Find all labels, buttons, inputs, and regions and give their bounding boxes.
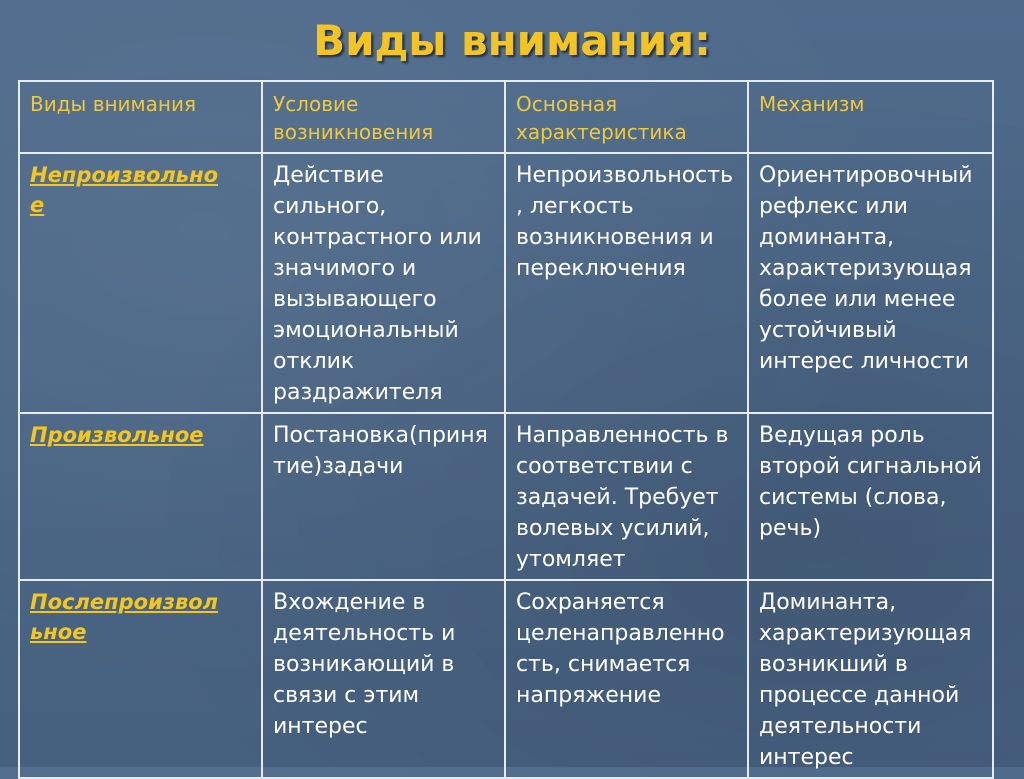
header-cell-characteristic: Основная характеристика <box>505 81 748 153</box>
condition-cell: Вхождение в деятельность и возникающий в связи с этим интерес <box>262 580 505 778</box>
row-label-cell <box>19 580 262 778</box>
condition-cell: Действие сильного, контрастного или значимого и вызывающего эмоциональный отклик раздражителя <box>262 153 505 413</box>
table-row <box>19 580 993 778</box>
characteristic-cell: Направленность в соответствии с задачей. Требует волевых усилий, утомляет <box>505 413 748 580</box>
characteristic-cell: Сохраняется целенаправленно сть, снимается напряжение <box>505 580 748 778</box>
mechanism-cell: Доминанта, характеризующая возникший в процессе данной деятельности интерес <box>748 580 993 778</box>
slide-title: Виды внимания: <box>313 16 711 65</box>
table-row <box>19 413 993 580</box>
row-label-cell <box>19 153 262 413</box>
table-header-row <box>19 81 993 153</box>
header-cell-condition: Условие возникновения <box>262 81 505 153</box>
row-label-involuntary: Непроизвольно е <box>30 163 219 217</box>
header-cell-mechanism: Механизм <box>748 81 993 153</box>
attention-types-table <box>18 80 994 779</box>
condition-cell: Постановка(приня тие)задачи <box>262 413 505 580</box>
table-row <box>19 153 993 413</box>
mechanism-cell: Ориентировочный рефлекс или доминанта, характеризующая более или менее устойчивый интерес личности <box>748 153 993 413</box>
characteristic-cell: Непроизвольность , легкость возникновения и переключения <box>505 153 748 413</box>
row-label-voluntary: Произвольное <box>30 423 204 447</box>
row-label-post-voluntary: Послепроизвол ьное <box>30 590 219 644</box>
header-cell-type: Виды внимания <box>19 81 262 153</box>
mechanism-cell: Ведущая роль второй сигнальной системы (слова, речь) <box>748 413 993 580</box>
row-label-cell <box>19 413 262 580</box>
